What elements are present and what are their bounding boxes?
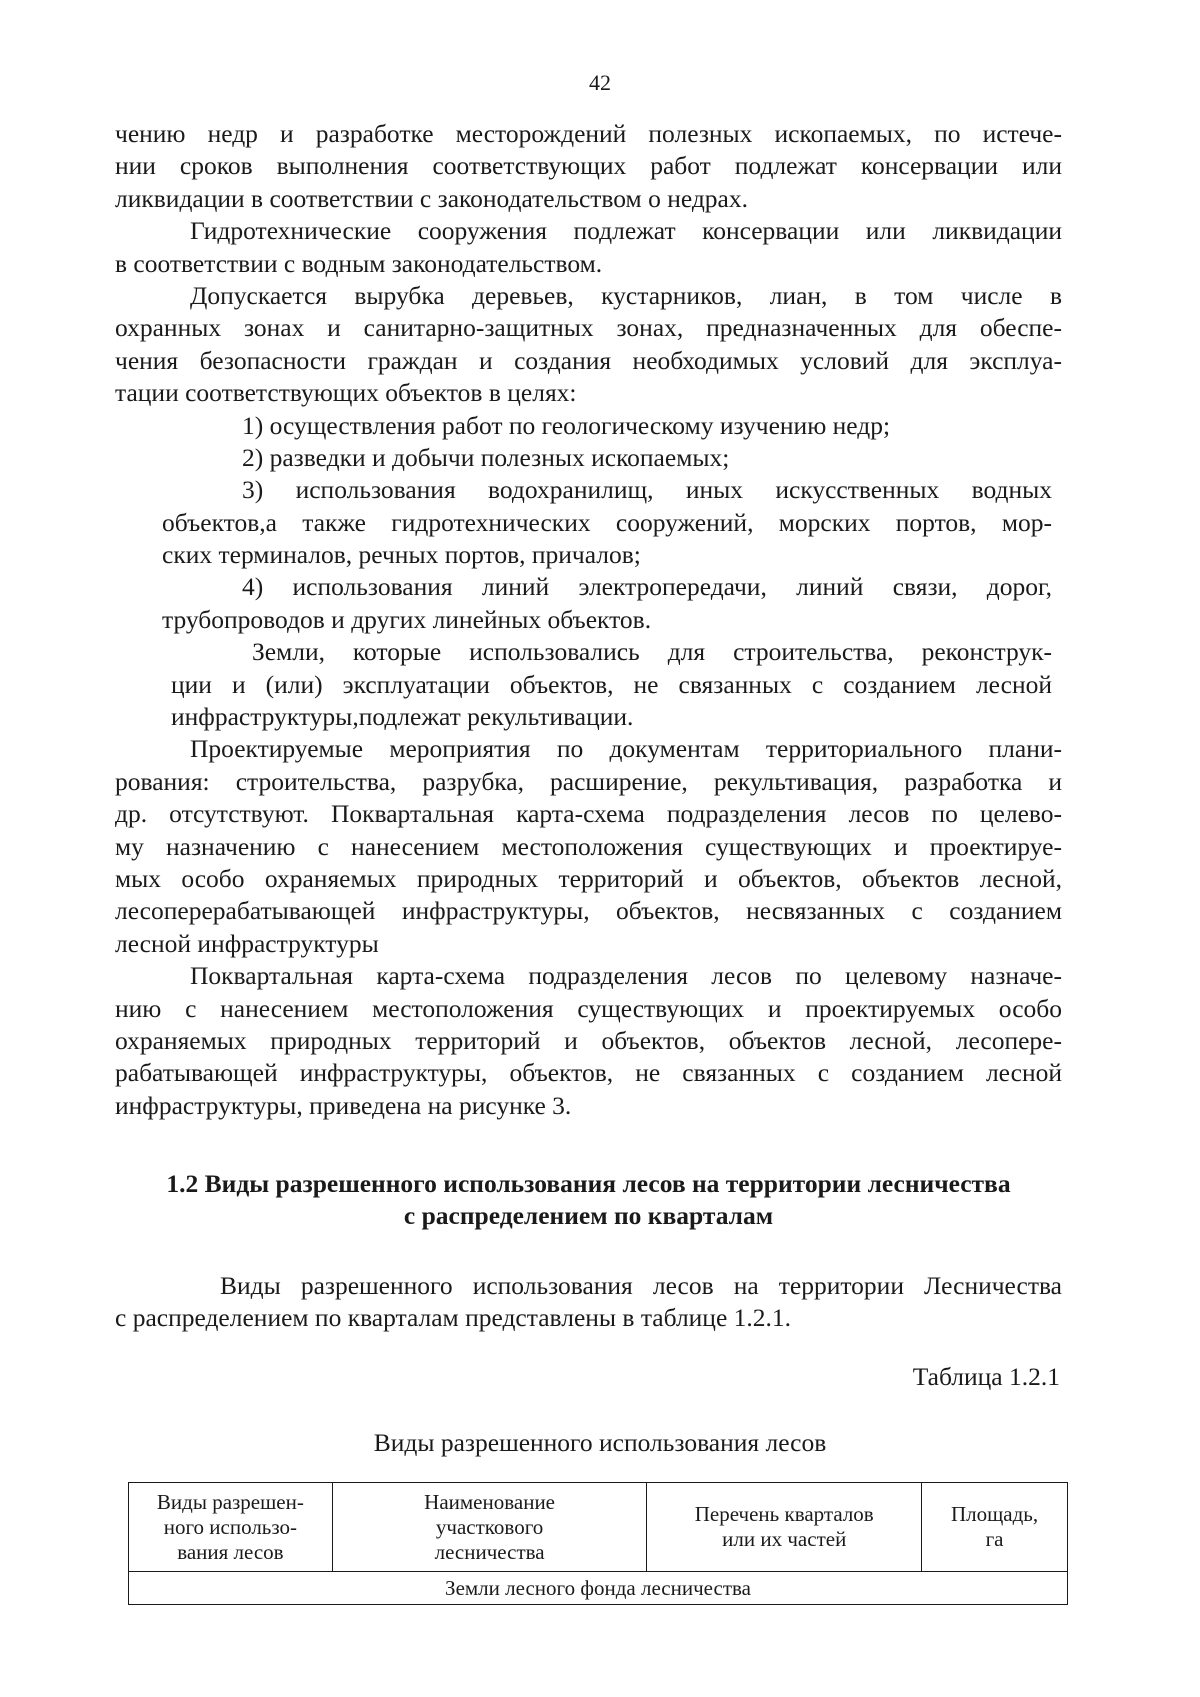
header-cell-area [922,1483,1068,1572]
paragraph-line: му назначению с нанесением местоположения существующих и проектируе- [115,831,1062,861]
header-text: участкового [435,1514,544,1539]
paragraph-line: с распределением по кварталам представлены в таблице 1.2.1. [115,1303,792,1333]
paragraph-line: Проектируемые мероприятия по документам территориального плани- [190,734,1062,764]
paragraph-line: чения безопасности граждан и создания необходимых условий для эксплуа- [115,345,1062,375]
header-cell-forestry-name [332,1483,647,1572]
table-intro [115,1270,1062,1335]
section-heading-line: 1.2 Виды разрешенного использования лесов на территории лесничества [166,1169,1011,1198]
list-item: 4) использования линий электропередачи, линий связи, дорог, [242,572,1052,602]
list-item: 1) осуществления работ по геологическому изучению недр; [242,410,891,440]
page-number: 42 [589,70,611,95]
paragraph-line: рования: строительства, разрубка, расширение, рекультивация, разработка и [115,766,1062,796]
table-caption: Виды разрешенного использования лесов [373,1428,827,1457]
paragraph-line: др. отсутствуют. Поквартальная карта-схема подразделения лесов по целево- [115,799,1062,829]
header-text: Площадь, [950,1502,1039,1526]
paragraph-line: инфраструктуры,подлежат рекультивации. [171,702,634,732]
paragraph-line: нии сроков выполнения соответствующих работ подлежат консервации или [115,151,1062,181]
list-item-continuation: трубопроводов и других линейных объектов. [162,604,652,634]
paragraph-line: инфраструктуры, приведена на рисунке 3. [115,1090,572,1120]
table-section-row [129,1572,1068,1605]
paragraph-line: рабатывающей инфраструктуры, объектов, не связанных с созданием лесной [115,1058,1062,1088]
list-item-continuation: объектов,а также гидротехнических сооружений, морских портов, мор- [162,507,1052,537]
header-text: Перечень кварталов [694,1502,874,1526]
list-item-continuation: ских терминалов, речных портов, причалов; [162,540,641,570]
paragraph-line: мых особо охраняемых природных территорий и объектов, объектов лесной, [115,863,1062,893]
paragraph-line: в соответствии с водным законодательством. [115,248,603,278]
paragraph-line: Поквартальная карта-схема подразделения лесов по целевому назначе- [190,961,1062,991]
header-cell-use-type [129,1483,333,1572]
paragraph-line: охранных зонах и санитарно-защитных зонах, предназначенных для обеспе- [115,313,1062,343]
body-text-block-1 [115,118,1062,1122]
header-text: вания лесов [177,1539,284,1564]
paragraph-line: Виды разрешенного использования лесов на территории Лесничества [220,1271,1062,1300]
paragraph-line: ликвидации в соответствии с законодательством о недрах. [115,183,748,213]
paragraph-line: Гидротехнические сооружения подлежат консервации или ликвидации [190,216,1062,246]
paragraph-line: тации соответствующих объектов в целях: [115,378,577,408]
forest-use-table [128,1482,1068,1605]
paragraph-line: ции и (или) эксплуатации объектов, не связанных с созданием лесной [171,669,1052,699]
table-label: Таблица 1.2.1 [912,1362,1060,1391]
table-header-row [129,1483,1068,1572]
paragraph-line: лесной инфраструктуры [115,928,379,958]
list-item: 2) разведки и добычи полезных ископаемых; [242,442,730,472]
header-text: ного использо- [163,1514,298,1539]
paragraph-line: Допускается вырубка деревьев, кустарников, лиан, в том числе в [190,280,1062,310]
list-item: 3) использования водохранилищ, иных искусственных водных [242,475,1052,505]
header-text: Виды разрешен- [156,1489,304,1514]
paragraph-line: Земли, которые использовались для строительства, реконструк- [252,637,1052,667]
header-text: лесничества [434,1539,545,1564]
section-row-cell: Земли лесного фонда лесничества [129,1572,1068,1605]
section-heading-line: с распределением по кварталам [403,1201,774,1230]
paragraph-line: чению недр и разработке месторождений полезных ископаемых, по истече- [115,119,1062,148]
header-cell-quarters [647,1483,922,1572]
paragraph-line: лесоперерабатывающей инфраструктуры, объектов, несвязанных с созданием [115,896,1062,926]
header-text: га [985,1527,1004,1551]
paragraph-line: охраняемых природных территорий и объектов, объектов лесной, лесопере- [115,1025,1062,1055]
header-text: или их частей [722,1527,847,1551]
paragraph-line: нию с нанесением местоположения существующих и проектируемых особо [115,993,1062,1023]
section-heading [115,1168,1062,1232]
header-text: Наименование [424,1489,556,1514]
